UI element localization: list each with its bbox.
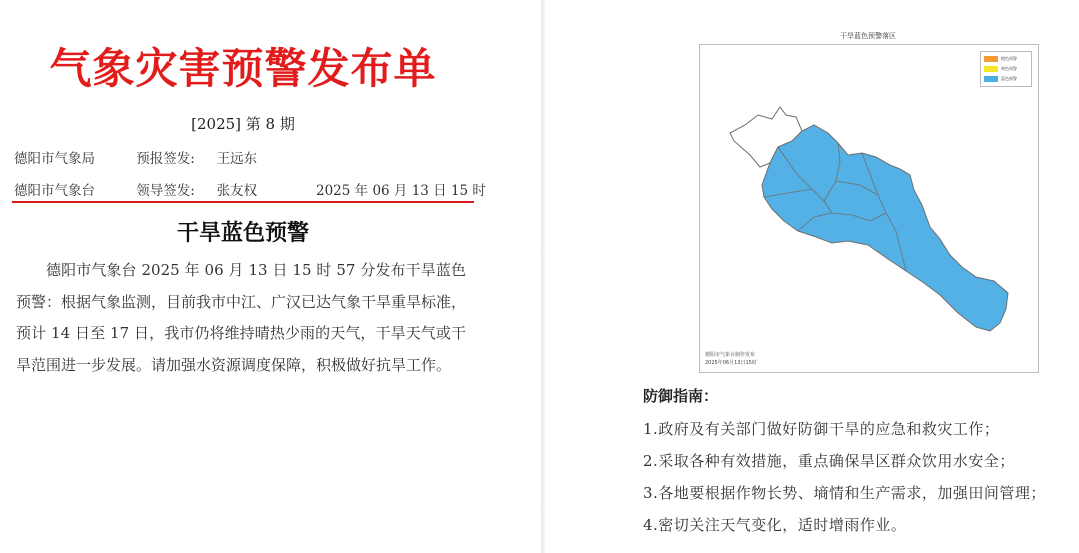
header-divider — [12, 201, 474, 203]
warning-map — [699, 44, 1039, 373]
issue-date: 2025 年 06 月 13 日 15 时 — [316, 183, 486, 199]
guide-item: 4.密切关注天气变化，适时增雨作业。 — [643, 516, 907, 534]
meta-org: 德阳市气象台 — [14, 183, 95, 199]
document-title: 气象灾害预警发布单 — [49, 44, 437, 93]
meta-org: 德阳市气象局 — [14, 151, 95, 167]
meta-signer: 王远东 — [216, 151, 258, 167]
map-date: 2025年06月13日15时 — [705, 360, 757, 366]
legend-swatch-blue — [984, 76, 998, 82]
meta-signer: 张友权 — [216, 183, 258, 199]
legend-swatch-yellow — [984, 66, 998, 72]
legend-item — [984, 74, 1028, 84]
meta-row — [14, 147, 317, 167]
guide-item: 3.各地要根据作物长势、墒情和生产需求，加强田间管理； — [643, 484, 1046, 502]
map-title: 干旱蓝色预警落区 — [840, 32, 896, 40]
map-canvas — [700, 45, 1038, 372]
legend-label: 黄色预警 — [1001, 66, 1017, 71]
map-legend — [980, 51, 1032, 87]
legend-swatch-orange — [984, 56, 998, 62]
legend-label: 橙色预警 — [1001, 56, 1017, 61]
issue-number: [2025] 第 8 期 — [191, 115, 295, 133]
guide-list — [643, 413, 1073, 541]
meta-row — [14, 179, 486, 199]
guide-item: 1.政府及有关部门做好防御干旱的应急和救灾工作； — [643, 420, 1000, 438]
legend-label: 蓝色预警 — [1001, 76, 1017, 81]
meta-role: 领导签发: — [136, 183, 195, 199]
legend-item — [984, 54, 1028, 64]
map-region-warning — [762, 125, 1008, 331]
map-issuer: 德阳市气象台制作发布 — [705, 352, 756, 358]
warning-body: 德阳市气象台 2025 年 06 月 13 日 15 时 57 分发布干旱蓝色预警：根据气象监测，目前我市中江、广汉已达气象干旱重旱标准，预计 14 日至 17 日，我市仍将维持晴热少雨的天气，干旱天气或干旱范围进一步发展。请加强水资源调度保障，积极做好抗旱工作。 — [16, 261, 467, 374]
meta-role: 预报签发: — [136, 151, 195, 167]
legend-item — [984, 64, 1028, 74]
guide-heading: 防御指南： — [643, 387, 719, 405]
guide-item: 2.采取各种有效措施，重点确保旱区群众饮用水安全； — [643, 452, 1015, 470]
warning-headline: 干旱蓝色预警 — [176, 221, 309, 246]
